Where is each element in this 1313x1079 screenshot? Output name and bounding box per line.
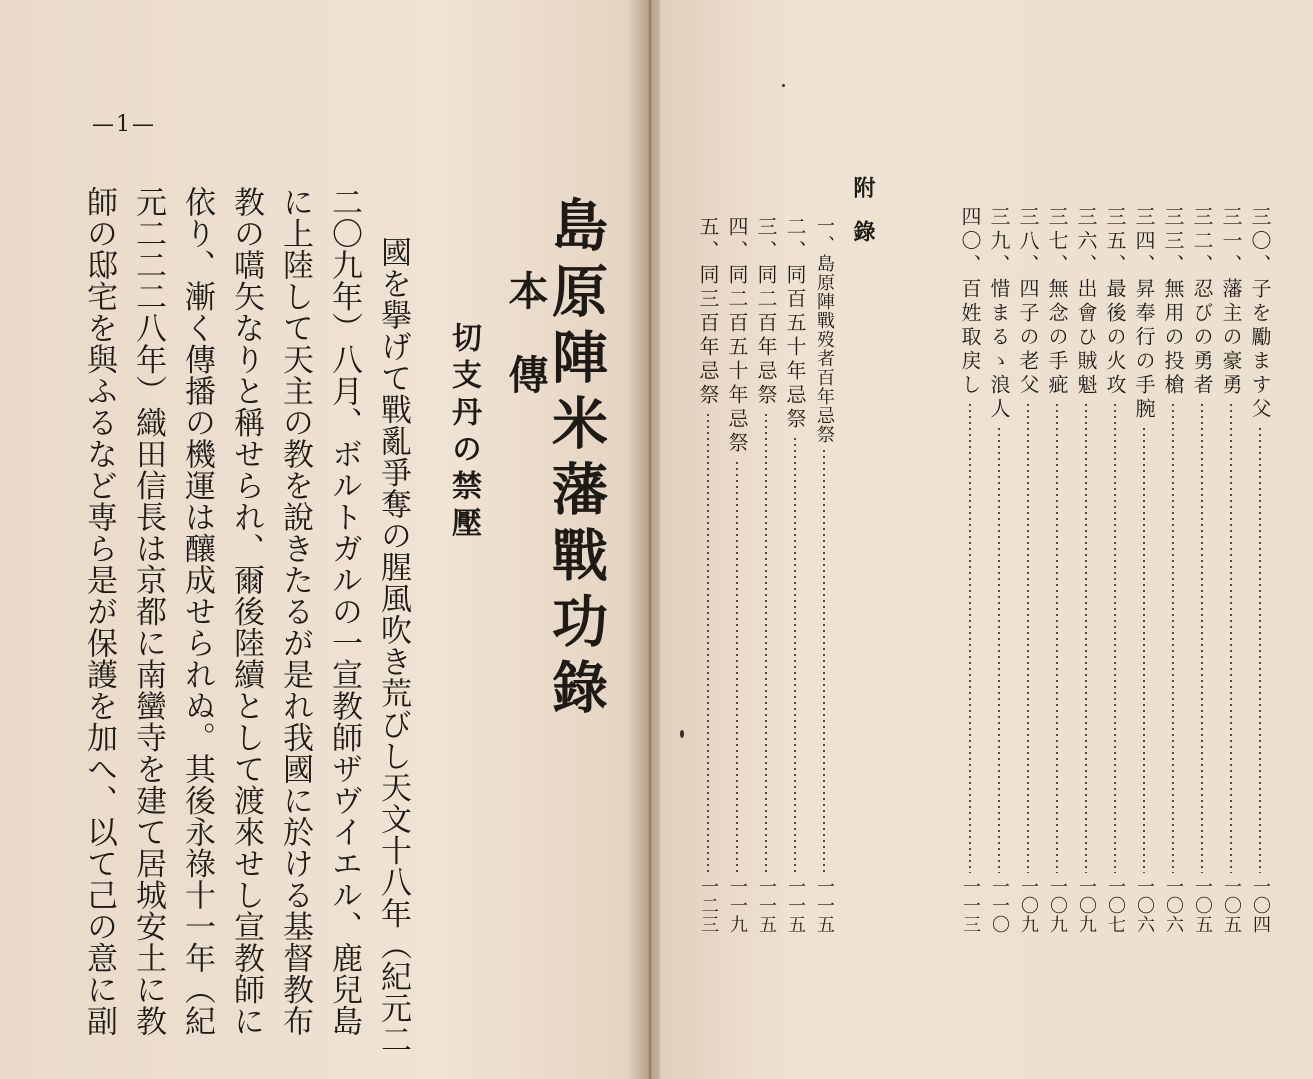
dot-leader (823, 448, 825, 873)
toc-entry-34[interactable] (1131, 206, 1157, 934)
dot-leader (1085, 402, 1087, 873)
toc-entry-label: 三六、出會ひ賊魁 (1074, 206, 1098, 398)
right-page (660, 0, 1313, 1079)
body-line-7: 師の邸宅を與ふるなど専ら是が保護を加へ、以て己の意に副 (81, 186, 117, 1037)
toc-entry-label: 五、同三百年忌祭 (696, 216, 720, 408)
toc-entry-page: 一〇四 (1250, 877, 1271, 934)
body-line-6: 元二二二八年）織田信長は京都に南蠻寺を建て居城安土に教 (130, 186, 166, 1037)
dot-leader (1114, 402, 1116, 873)
toc-entry-page: 一〇五 (1221, 877, 1242, 934)
appendix-entry-5[interactable] (695, 216, 721, 934)
dot-leader (998, 426, 1000, 873)
dot-leader (1230, 402, 1232, 873)
toc-entry-page: 一〇九 (1076, 877, 1097, 934)
toc-entry-35[interactable] (1102, 206, 1128, 934)
toc-entry-label: 二、同百五十年忌祭 (783, 216, 807, 432)
toc-entry-label: 三、同二百年忌祭 (754, 216, 778, 408)
appendix-entry-4[interactable] (724, 216, 750, 934)
appendix-heading-wrap (850, 176, 880, 276)
dot-leader (1172, 402, 1174, 873)
dot-leader (1027, 402, 1029, 873)
appendix-heading: 附 錄 (850, 176, 876, 242)
toc-entry-31[interactable] (1218, 206, 1244, 934)
appendix-entry-1[interactable] (811, 216, 837, 934)
toc-entry-38[interactable] (1015, 206, 1041, 934)
appendix-entry-2[interactable] (782, 216, 808, 934)
toc-entry-page: 一二三 (698, 877, 719, 934)
toc-entry-32[interactable] (1189, 206, 1215, 934)
toc-entry-page: 一一五 (785, 877, 806, 934)
toc-entry-33[interactable] (1160, 206, 1186, 934)
dot-leader (1259, 426, 1261, 873)
toc-entry-page: 一一三 (960, 877, 981, 934)
toc-entry-page: 一〇九 (1018, 877, 1039, 934)
body-line-2: 二〇九年）八月、ボルトガルの一宣教師ザヴイエル、鹿兒島 (326, 186, 362, 1037)
page-number: —1— (92, 112, 156, 137)
toc-entry-page: 一一〇 (989, 877, 1010, 934)
chapter-heading: 本 傳 (502, 270, 549, 396)
dot-leader (707, 412, 709, 873)
dot-leader (1143, 426, 1145, 873)
toc-entry-page: 一〇六 (1134, 877, 1155, 934)
dot-leader (1056, 402, 1058, 873)
toc-entry-40[interactable] (957, 206, 983, 934)
toc-entry-label: 一、島原陣戰歿者百年忌祭 (814, 216, 835, 444)
body-line-5: 依り、漸く傳播の機運は釀成せられぬ。其後永祿十一年（紀 (179, 186, 215, 1037)
dot-leader (794, 436, 796, 873)
toc-entry-page: 一〇九 (1047, 877, 1068, 934)
toc-entry-label: 三五、最後の火攻 (1103, 206, 1127, 398)
book-title: 島原陣米藩戰功錄 (543, 196, 609, 724)
appendix-entry-3[interactable] (753, 216, 779, 934)
toc-entry-label: 三〇、子を勵ます父 (1248, 206, 1272, 422)
dot-leader (969, 402, 971, 873)
toc-entry-label: 三一、藩主の豪勇 (1219, 206, 1243, 398)
toc-entry-39[interactable] (986, 206, 1012, 934)
left-page (0, 0, 640, 1079)
toc-entry-30[interactable] (1247, 206, 1273, 934)
toc-entry-page: 一〇六 (1163, 877, 1184, 934)
body-line-4: 教の嚆矢なりと稱せられ、爾後陸續として渡來せし宣教師に (228, 186, 264, 1037)
toc-entry-page: 一〇五 (1192, 877, 1213, 934)
toc-entry-36[interactable] (1073, 206, 1099, 934)
toc-entry-page: 一一五 (756, 877, 777, 934)
toc-entry-label: 三二、忍びの勇者 (1190, 206, 1214, 398)
dot-leader (1201, 402, 1203, 873)
section-heading: 切支丹の禁壓 (446, 322, 481, 544)
toc-entry-label: 三九、惜まるゝ浪人 (987, 206, 1011, 422)
toc-entry-label: 三四、昇奉行の手腕 (1132, 206, 1156, 422)
toc-entry-label: 四〇、百姓取戻し (958, 206, 982, 398)
toc-entry-label: 三七、無念の手疵 (1045, 206, 1069, 398)
toc-entry-page: 一一九 (727, 877, 748, 934)
dot-leader (765, 412, 767, 873)
toc-entry-label: 四、同二百五十年忌祭 (725, 216, 749, 456)
dot-leader (736, 460, 738, 873)
toc-entry-label: 三八、四子の老父 (1016, 206, 1040, 398)
body-line-1: 國を擧げて戰亂爭奪の腥風吹き荒びし天文十八年（紀元二 (375, 236, 411, 1055)
toc-entry-page: 一〇七 (1105, 877, 1126, 934)
paper-speck (680, 730, 684, 738)
body-line-3: に上陸して天主の教を說きたるが是れ我國に於ける基督教布 (277, 186, 313, 1037)
toc-entry-page: 一一五 (814, 877, 835, 934)
paper-speck (782, 84, 785, 87)
toc-entry-37[interactable] (1044, 206, 1070, 934)
toc-entry-label: 三三、無用の投槍 (1161, 206, 1185, 398)
